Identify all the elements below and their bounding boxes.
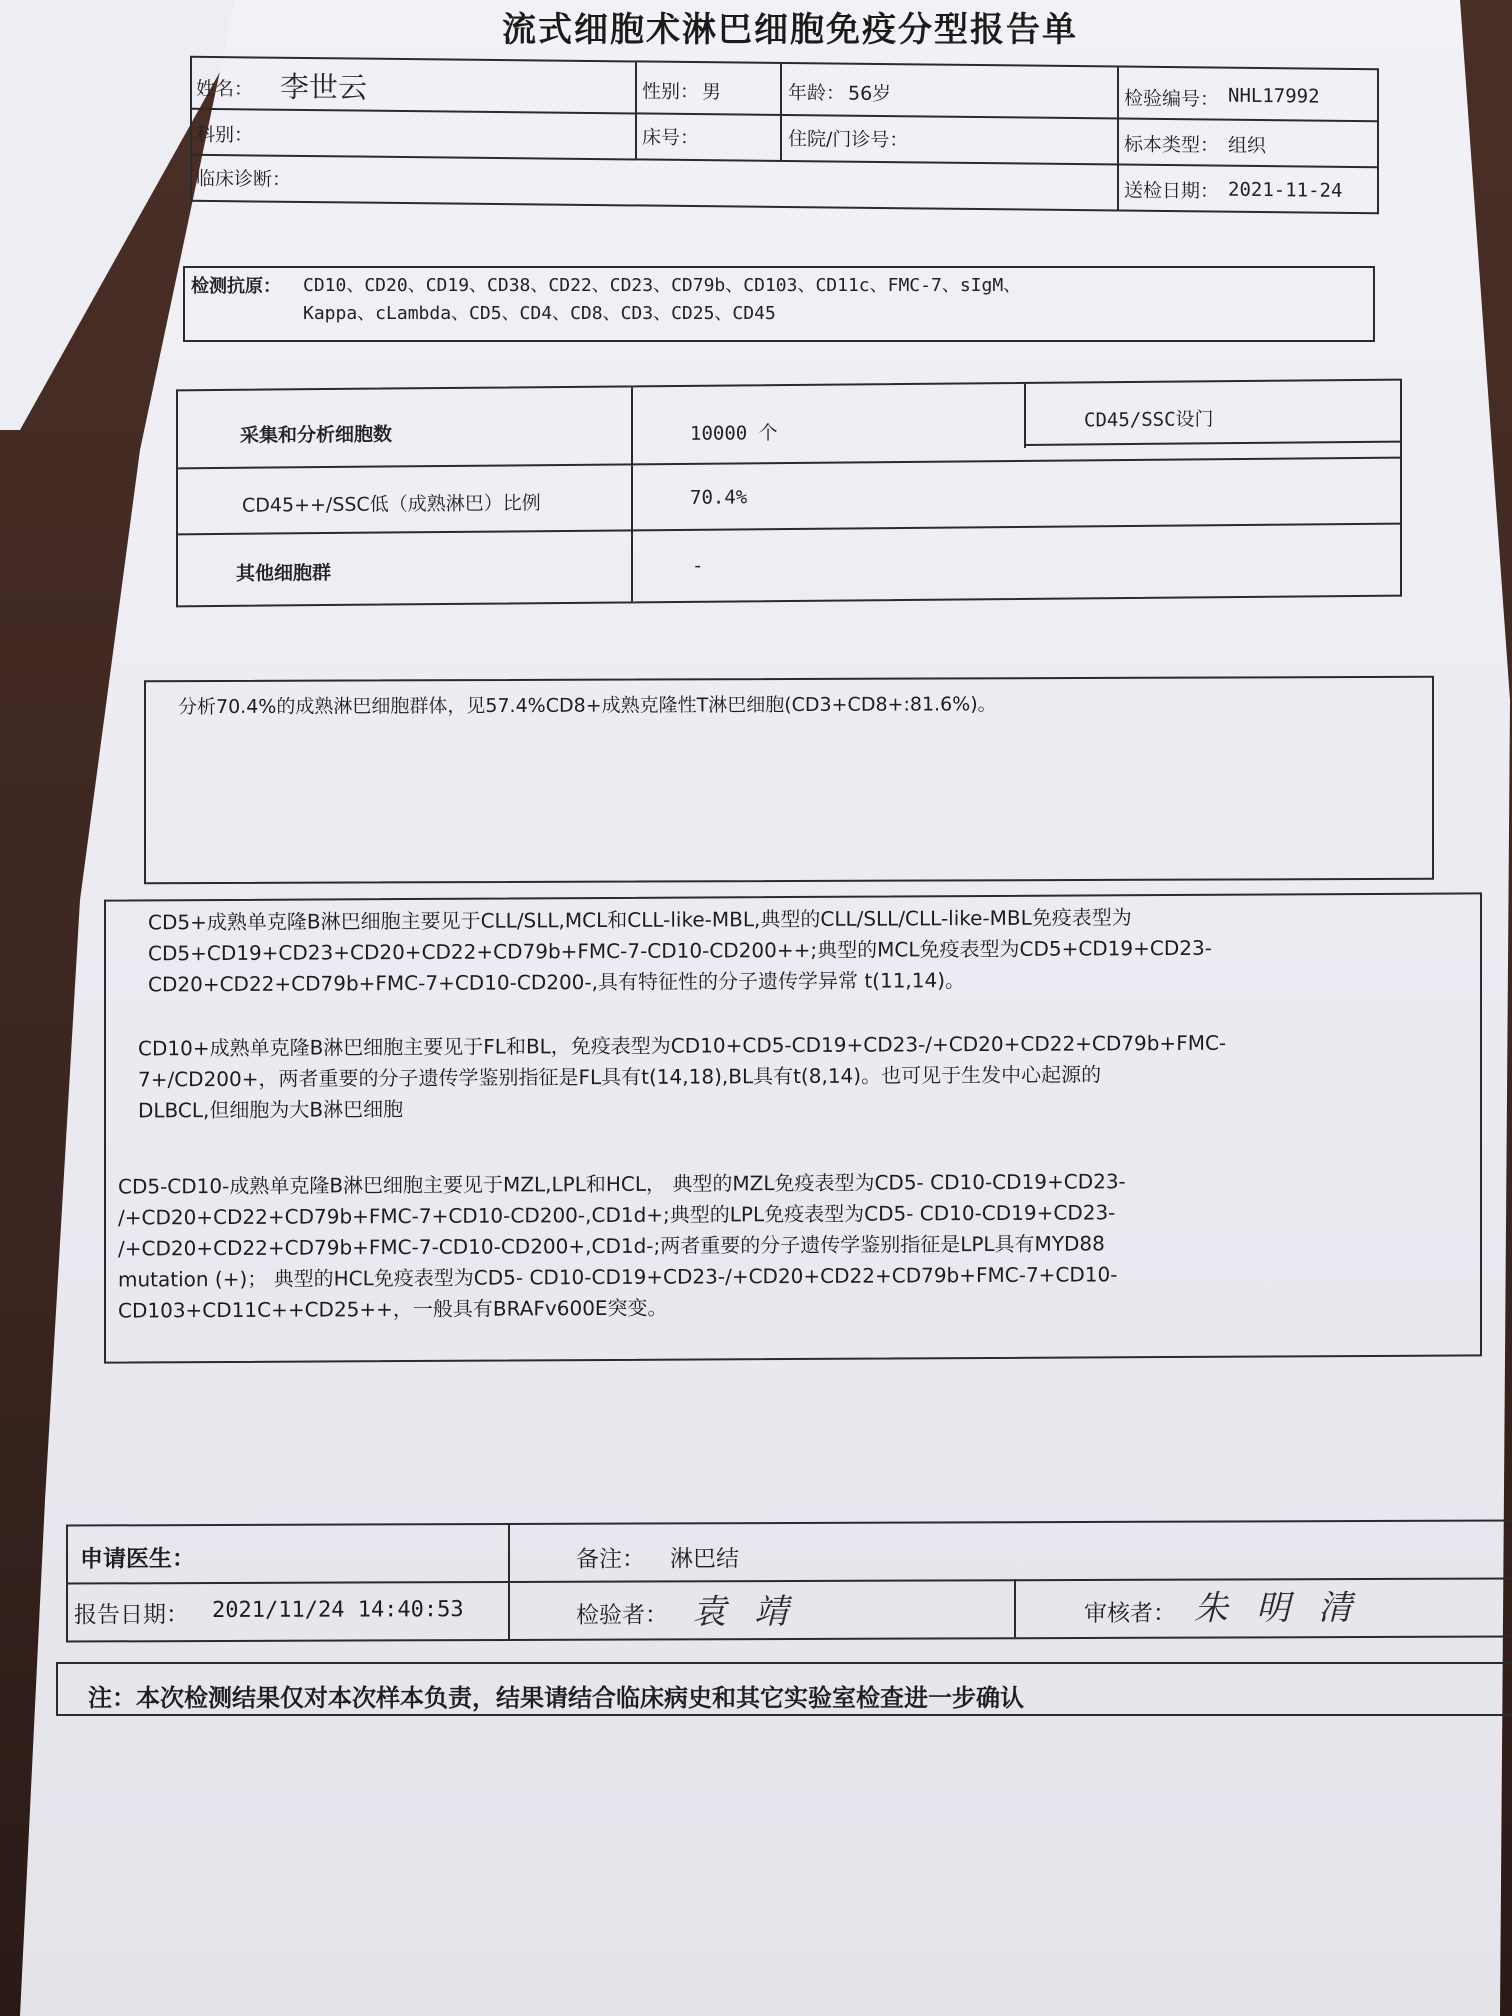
- age-label: 年龄：: [788, 82, 846, 105]
- cd10-line-2: 7+/CD200+，两者重要的分子遗传学鉴别指征是FL具有t(14,18),BL具有t(8,14)。也可见于生发中心起源的: [138, 1062, 1102, 1092]
- reviewer-signature: 朱明清: [1194, 1587, 1380, 1629]
- sex-label: 性别：: [642, 80, 700, 104]
- cd5-cd10-line-1: CD5-CD10-成熟单克隆B淋巴细胞主要见于MZL,LPL和HCL， 典型的MZL免疫表型为CD5- CD10-CD19+CD23-: [118, 1169, 1126, 1199]
- mature-lymph-ratio-label: CD45++/SSC低（成熟淋巴）比例: [242, 492, 541, 517]
- antigens-label: 检测抗原：: [191, 276, 281, 297]
- clinical-diagnosis-label: 临床诊断：: [196, 167, 292, 191]
- department-label: 科别：: [196, 123, 254, 147]
- cd5-cd10-line-3: /+CD20+CD22+CD79b+FMC-7-CD10-CD200+,CD1d-;两者重要的分子遗传学鉴别指征是LPL具有MYD88: [118, 1231, 1105, 1261]
- other-cells-label: 其他细胞群: [236, 561, 332, 585]
- patient-sex: 男: [702, 81, 722, 104]
- signature-table: [66, 1519, 1512, 1642]
- interpretation-box: [104, 892, 1482, 1363]
- cell-count-table: [176, 379, 1402, 608]
- gating-strategy: CD45/SSC设门: [1084, 408, 1214, 432]
- findings-box: [144, 676, 1434, 885]
- inpatient-number-label: 住院/门诊号：: [788, 128, 909, 152]
- report-date-label: 报告日期：: [74, 1602, 189, 1629]
- requesting-doctor-label: 申请医生：: [80, 1546, 195, 1573]
- remark-value: 淋巴结: [670, 1546, 739, 1573]
- disclaimer-note: 注：本次检测结果仅对本次样本负责，结果请结合临床病史和其它实验室检查进一步确认: [88, 1684, 1024, 1712]
- cd5-cd10-line-5: CD103+CD11C++CD25++，一般具有BRAFv600E突变。: [118, 1295, 668, 1323]
- specimen-type-label: 标本类型：: [1124, 133, 1220, 157]
- reviewer-label: 审核者：: [1084, 1600, 1176, 1627]
- cd10-line-3: DLBCL,但细胞为大B淋巴细胞: [138, 1097, 404, 1123]
- patient-name: 李世云: [280, 69, 368, 105]
- other-cells-value: -: [692, 554, 704, 577]
- interpretation-cd5-cd10-paragraph: [118, 1166, 1126, 1326]
- report-title: 流式细胞术淋巴细胞免疫分型报告单: [502, 10, 1078, 50]
- tester-label: 检验者：: [576, 1602, 668, 1629]
- antigens-line-2: Kappa、cLambda、CD5、CD4、CD8、CD3、CD25、CD45: [303, 303, 776, 324]
- bed-number-label: 床号：: [642, 126, 700, 150]
- collected-cells-value: 10000 个: [690, 422, 778, 445]
- antigens-list: [303, 272, 1323, 328]
- mature-lymph-ratio-value: 70.4%: [690, 486, 748, 509]
- interpretation-cd10-paragraph: [138, 1028, 1226, 1127]
- antigens-line-1: CD10、CD20、CD19、CD38、CD22、CD23、CD79b、CD103、CD11c、FMC-7、sIgM、: [303, 275, 1022, 296]
- patient-age: 56岁: [848, 82, 892, 106]
- cd5-cd10-line-2: /+CD20+CD22+CD79b+FMC-7+CD10-CD200-,CD1d+;典型的LPL免疫表型为CD5- CD10-CD19+CD23-: [118, 1200, 1116, 1230]
- cd5-line-3: CD20+CD22+CD79b+FMC-7+CD10-CD200-,具有特征性的分子遗传学异常 t(11,14)。: [148, 968, 966, 997]
- tester-signature: 袁靖: [692, 1591, 816, 1633]
- submit-date-label: 送检日期：: [1124, 179, 1220, 203]
- cd5-cd10-line-4: mutation (+)； 典型的HCL免疫表型为CD5- CD10-CD19+CD23-/+CD20+CD22+CD79b+FMC-7+CD10-: [118, 1262, 1118, 1292]
- disclaimer-box: [56, 1662, 1512, 1716]
- cd5-line-2: CD5+CD19+CD23+CD20+CD22+CD79b+FMC-7-CD10-CD200++;典型的MCL免疫表型为CD5+CD19+CD23-: [148, 935, 1212, 966]
- interpretation-cd5-paragraph: [148, 902, 1212, 1001]
- specimen-type: 组织: [1228, 134, 1267, 158]
- remark-label: 备注：: [576, 1546, 645, 1573]
- name-label: 姓名：: [196, 77, 254, 101]
- test-number-label: 检验编号：: [1124, 87, 1220, 111]
- patient-header-table: [190, 56, 1379, 214]
- collected-cells-label: 采集和分析细胞数: [240, 423, 393, 447]
- submit-date: 2021-11-24: [1228, 178, 1343, 202]
- report-date: 2021/11/24 14:40:53: [212, 1597, 464, 1624]
- analysis-findings: 分析70.4%的成熟淋巴细胞群体，见57.4%CD8+成熟克隆性T淋巴细胞(CD3+CD8+:81.6%)。: [178, 693, 997, 719]
- antigens-box: [183, 266, 1375, 342]
- cd10-line-1: CD10+成熟单克隆B淋巴细胞主要见于FL和BL，免疫表型为CD10+CD5-CD19+CD23-/+CD20+CD22+CD79b+FMC-: [138, 1030, 1227, 1061]
- test-number: NHL17992: [1228, 84, 1320, 108]
- cd5-line-1: CD5+成熟单克隆B淋巴细胞主要见于CLL/SLL,MCL和CLL-like-MBL,典型的CLL/SLL/CLL-like-MBL免疫表型为: [148, 905, 1132, 935]
